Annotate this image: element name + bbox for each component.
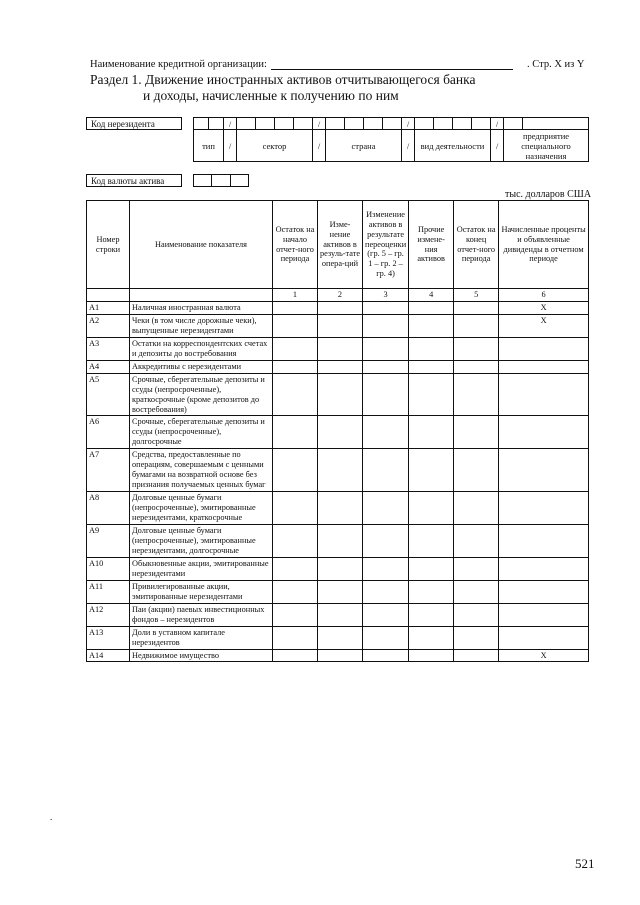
field-sep: / [491, 130, 504, 162]
value-cell[interactable] [273, 314, 318, 337]
code-cell[interactable] [275, 118, 294, 130]
value-cell[interactable] [454, 525, 499, 558]
org-name-field[interactable] [271, 59, 513, 70]
value-cell[interactable] [409, 360, 454, 373]
row-name: Средства, предоставленные по операциям, совершаемым с ценными бумагами на возвратной основе без признания получаемых ценных бумаг [130, 449, 273, 492]
value-cell[interactable] [273, 603, 318, 626]
value-cell[interactable] [409, 416, 454, 449]
slash-cell: / [402, 118, 415, 130]
section-title-line2: и доходы, начисленные к получению по ним [143, 88, 399, 103]
row-code: A9 [87, 525, 130, 558]
row-name: Обыкновенные акции, эмитированные нерезидентами [130, 557, 273, 580]
col-number: 5 [454, 289, 499, 302]
value-cell[interactable] [273, 626, 318, 649]
value-cell[interactable] [318, 449, 363, 492]
value-cell-interest: X [499, 301, 589, 314]
row-name: Привилегированные акции, эмитированные нерезидентами [130, 580, 273, 603]
code-cell[interactable] [523, 118, 589, 130]
code-cell[interactable] [194, 118, 209, 130]
value-cell[interactable] [409, 492, 454, 525]
value-cell[interactable] [273, 649, 318, 662]
field-type: тип [194, 130, 224, 162]
col-number: 1 [273, 289, 318, 302]
value-cell[interactable] [318, 360, 363, 373]
value-cell[interactable] [363, 360, 409, 373]
value-cell[interactable] [454, 373, 499, 416]
field-sep: / [313, 130, 326, 162]
value-cell[interactable] [318, 301, 363, 314]
slash-cell: / [224, 118, 237, 130]
currency-code-label: Код валюты актива [86, 174, 182, 187]
value-cell[interactable] [409, 373, 454, 416]
value-cell[interactable] [363, 373, 409, 416]
currency-cell[interactable] [194, 175, 212, 187]
value-cell[interactable] [273, 337, 318, 360]
value-cell[interactable] [273, 416, 318, 449]
value-cell[interactable] [318, 314, 363, 337]
row-name: Срочные, сберегательные депозиты и ссуды (непросроченные), краткосрочные (кроме депозитов до востребования) [130, 373, 273, 416]
nonresident-code-grid [193, 117, 589, 162]
code-cell[interactable] [294, 118, 313, 130]
row-name: Недвижимое имущество [130, 649, 273, 662]
row-code: A14 [87, 649, 130, 662]
org-name-row [90, 59, 517, 70]
slash-cell: / [491, 118, 504, 130]
value-cell-interest[interactable] [499, 525, 589, 558]
row-code: A10 [87, 557, 130, 580]
table-row [87, 626, 589, 649]
table-row [87, 314, 589, 337]
code-cell[interactable] [237, 118, 256, 130]
value-cell[interactable] [409, 603, 454, 626]
col-header: Начисленные проценты и объявленные дивиденды в отчетном периоде [499, 201, 589, 289]
value-cell[interactable] [363, 626, 409, 649]
col-number-empty [130, 289, 273, 302]
table-row [87, 649, 589, 662]
value-cell[interactable] [363, 492, 409, 525]
value-cell[interactable] [273, 580, 318, 603]
units-label: тыс. долларов США [505, 189, 592, 200]
field-sep: / [402, 130, 415, 162]
code-cell[interactable] [415, 118, 434, 130]
row-name: Чеки (в том числе дорожные чеки), выпущенные нерезидентами [130, 314, 273, 337]
table-row [87, 449, 589, 492]
value-cell[interactable] [454, 649, 499, 662]
field-spv: предприятие специального назначения [504, 130, 589, 162]
value-cell-interest[interactable] [499, 603, 589, 626]
row-name: Долговые ценные бумаги (непросроченные), эмитированные нерезидентами, краткосрочные [130, 492, 273, 525]
value-cell[interactable] [318, 649, 363, 662]
value-cell[interactable] [409, 649, 454, 662]
row-code: A12 [87, 603, 130, 626]
value-cell[interactable] [409, 301, 454, 314]
value-cell[interactable] [363, 301, 409, 314]
row-name: Остатки на корреспондентских счетах и депозиты до востребования [130, 337, 273, 360]
value-cell[interactable] [363, 337, 409, 360]
value-cell[interactable] [318, 580, 363, 603]
value-cell[interactable] [318, 626, 363, 649]
value-cell[interactable] [273, 449, 318, 492]
value-cell[interactable] [363, 314, 409, 337]
value-cell[interactable] [318, 337, 363, 360]
value-cell[interactable] [273, 525, 318, 558]
value-cell[interactable] [273, 373, 318, 416]
table-row [87, 525, 589, 558]
code-cell[interactable] [345, 118, 364, 130]
value-cell[interactable] [363, 416, 409, 449]
col-header: Остаток на начало отчет-ного периода [273, 201, 318, 289]
value-cell-interest[interactable] [499, 580, 589, 603]
col-header: Номер строки [87, 201, 130, 289]
row-code: A3 [87, 337, 130, 360]
code-cell[interactable] [209, 118, 224, 130]
table-row [87, 360, 589, 373]
value-cell[interactable] [363, 525, 409, 558]
value-cell[interactable] [454, 557, 499, 580]
stray-mark: . [50, 812, 53, 822]
value-cell[interactable] [409, 337, 454, 360]
value-cell[interactable] [454, 360, 499, 373]
value-cell-interest[interactable] [499, 416, 589, 449]
code-cell[interactable] [383, 118, 402, 130]
field-sector: сектор [237, 130, 313, 162]
col-header: Изме-нение активов в резуль-тате опера-ций [318, 201, 363, 289]
value-cell[interactable] [409, 449, 454, 492]
value-cell[interactable] [318, 603, 363, 626]
table-row [87, 603, 589, 626]
code-cell[interactable] [504, 118, 523, 130]
value-cell[interactable] [454, 337, 499, 360]
table-row [87, 337, 589, 360]
value-cell[interactable] [454, 580, 499, 603]
col-header: Прочие измене-ния активов [409, 201, 454, 289]
table-row [87, 373, 589, 416]
page-label: . Стр. X из Y [527, 59, 585, 70]
field-sep: / [224, 130, 237, 162]
value-cell-interest[interactable] [499, 360, 589, 373]
currency-cell[interactable] [230, 175, 248, 187]
row-name: Аккредитивы с нерезидентами [130, 360, 273, 373]
table-row [87, 492, 589, 525]
table-row [87, 416, 589, 449]
code-cell[interactable] [434, 118, 453, 130]
value-cell[interactable] [409, 314, 454, 337]
row-name: Долговые ценные бумаги (непросроченные), эмитированные нерезидентами, долгосрочные [130, 525, 273, 558]
field-activity: вид деятельности [415, 130, 491, 162]
row-code: A6 [87, 416, 130, 449]
code-cell[interactable] [364, 118, 383, 130]
value-cell[interactable] [273, 492, 318, 525]
value-cell-interest[interactable] [499, 492, 589, 525]
value-cell[interactable] [454, 301, 499, 314]
value-cell[interactable] [318, 492, 363, 525]
value-cell-interest[interactable] [499, 557, 589, 580]
col-number: 6 [499, 289, 589, 302]
row-code: A7 [87, 449, 130, 492]
row-code: A1 [87, 301, 130, 314]
table-row [87, 580, 589, 603]
value-cell[interactable] [409, 557, 454, 580]
nonresident-code-label: Код нерезидента [86, 117, 182, 130]
value-cell[interactable] [363, 649, 409, 662]
value-cell[interactable] [409, 580, 454, 603]
value-cell-interest[interactable] [499, 449, 589, 492]
row-code: A5 [87, 373, 130, 416]
col-number: 4 [409, 289, 454, 302]
value-cell[interactable] [454, 416, 499, 449]
slash-cell: / [313, 118, 326, 130]
assets-table [86, 200, 589, 662]
value-cell[interactable] [454, 314, 499, 337]
value-cell[interactable] [363, 603, 409, 626]
value-cell-interest[interactable] [499, 373, 589, 416]
value-cell[interactable] [273, 557, 318, 580]
col-header: Остаток на конец отчет-ного периода [454, 201, 499, 289]
value-cell[interactable] [318, 525, 363, 558]
value-cell[interactable] [318, 416, 363, 449]
row-code: A11 [87, 580, 130, 603]
value-cell[interactable] [409, 626, 454, 649]
row-name: Доли в уставном капитале нерезидентов [130, 626, 273, 649]
row-name: Наличная иностранная валюта [130, 301, 273, 314]
value-cell[interactable] [409, 525, 454, 558]
row-name: Срочные, сберегательные депозиты и ссуды (непросроченные), долгосрочные [130, 416, 273, 449]
value-cell[interactable] [454, 603, 499, 626]
value-cell-interest[interactable] [499, 626, 589, 649]
value-cell-interest: X [499, 649, 589, 662]
col-header: Изменение активов в результате переоценки (гр. 5 – гр. 1 – гр. 2 – гр. 4) [363, 201, 409, 289]
row-name: Паи (акции) паевых инвестиционных фондов – нерезидентов [130, 603, 273, 626]
col-number: 3 [363, 289, 409, 302]
value-cell[interactable] [318, 373, 363, 416]
page-number: 521 [575, 856, 595, 871]
col-header: Наименование показателя [130, 201, 273, 289]
value-cell[interactable] [454, 449, 499, 492]
col-number-empty [87, 289, 130, 302]
value-cell[interactable] [273, 360, 318, 373]
value-cell[interactable] [363, 580, 409, 603]
row-code: A4 [87, 360, 130, 373]
code-cell[interactable] [326, 118, 345, 130]
col-number: 2 [318, 289, 363, 302]
row-code: A8 [87, 492, 130, 525]
section-title-line1: Раздел 1. Движение иностранных активов отчитывающегося банка [90, 72, 476, 87]
value-cell[interactable] [273, 301, 318, 314]
currency-cell[interactable] [212, 175, 230, 187]
value-cell[interactable] [363, 557, 409, 580]
table-row [87, 557, 589, 580]
currency-code-grid [193, 174, 249, 187]
code-cell[interactable] [453, 118, 472, 130]
value-cell[interactable] [454, 492, 499, 525]
value-cell-interest[interactable] [499, 337, 589, 360]
row-code: A13 [87, 626, 130, 649]
value-cell[interactable] [363, 449, 409, 492]
org-name-label: Наименование кредитной организации: [90, 59, 267, 70]
table-row [87, 301, 589, 314]
value-cell[interactable] [318, 557, 363, 580]
field-country: страна [326, 130, 402, 162]
value-cell[interactable] [454, 626, 499, 649]
code-cell[interactable] [256, 118, 275, 130]
value-cell-interest: X [499, 314, 589, 337]
code-cell[interactable] [472, 118, 491, 130]
row-code: A2 [87, 314, 130, 337]
